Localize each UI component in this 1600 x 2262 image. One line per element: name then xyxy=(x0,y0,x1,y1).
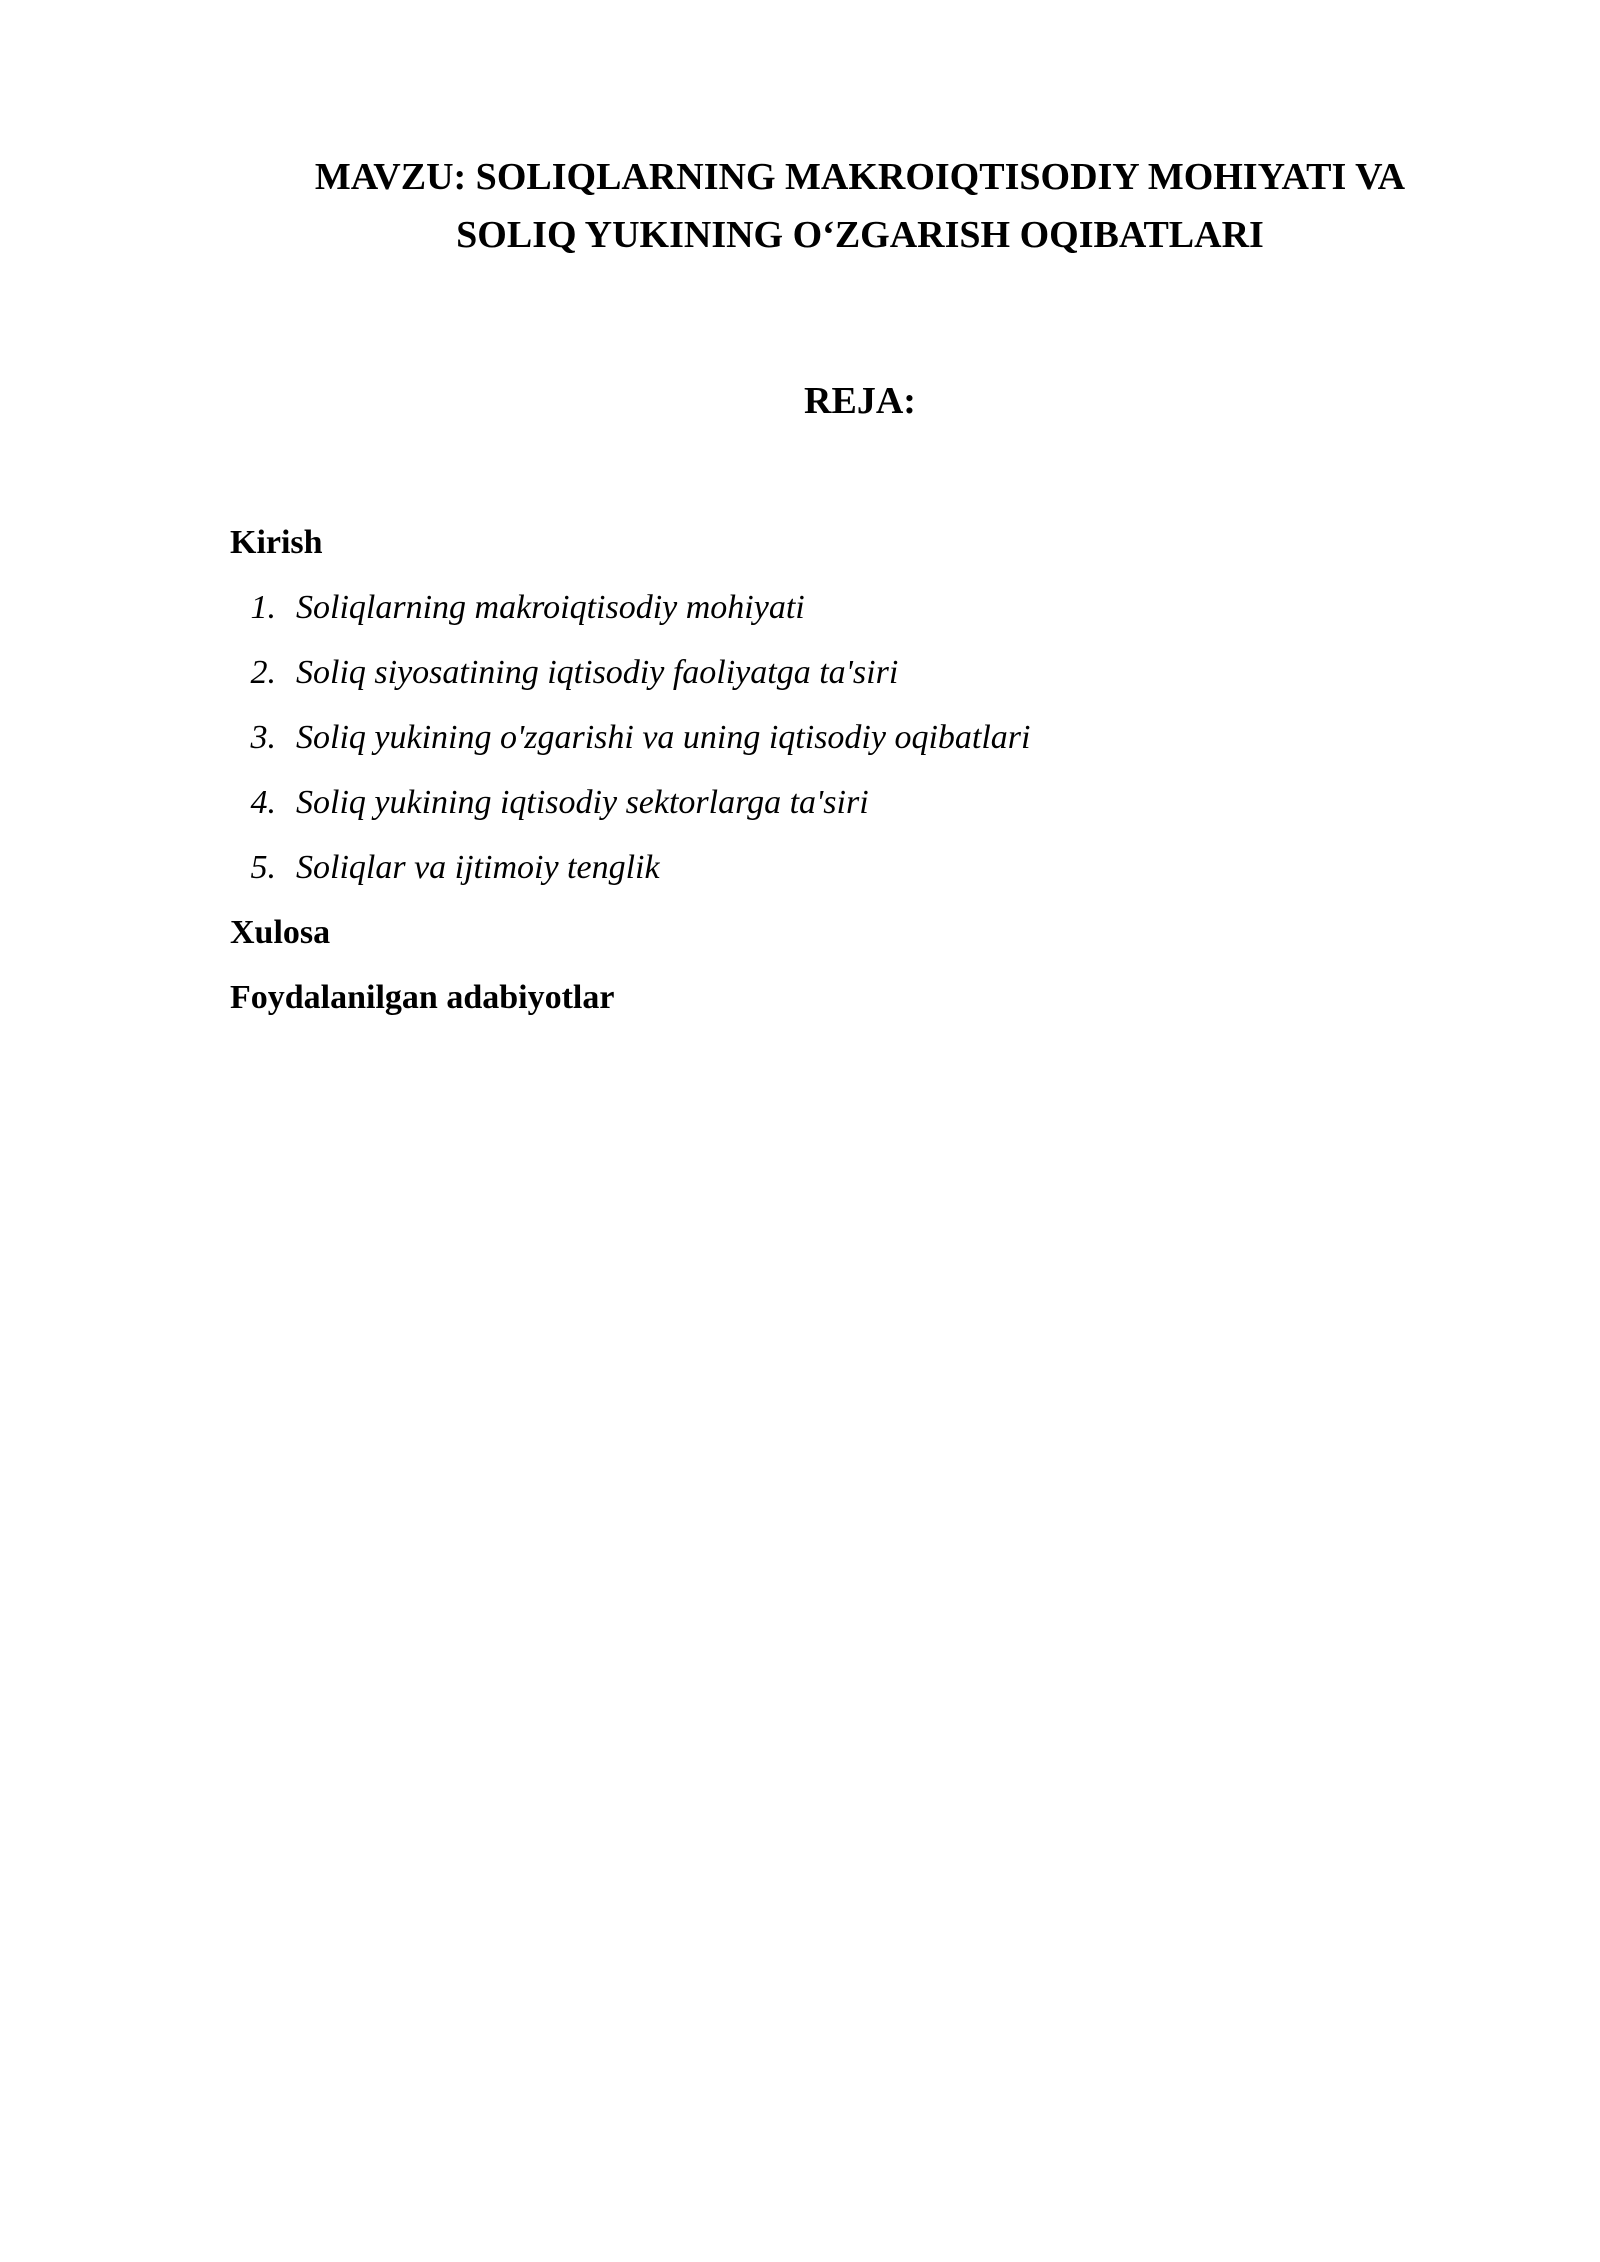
toc-references: Foydalanilgan adabiyotlar xyxy=(230,979,615,1016)
list-item xyxy=(230,640,1490,705)
list-item-number: 5. xyxy=(250,849,276,886)
plan-heading: REJA: xyxy=(804,380,916,422)
list-item xyxy=(230,770,1490,835)
list-item-number: 3. xyxy=(250,719,276,756)
list-item xyxy=(230,835,1490,900)
list-item xyxy=(230,705,1490,770)
title-line-2: SOLIQ YUKINING O‘ZGARISH OQIBATLARI xyxy=(456,214,1264,256)
list-item-text: Soliq yukining o'zgarishi va uning iqtisodiy oqibatlari xyxy=(296,719,1031,756)
list-item-number: 2. xyxy=(250,654,276,691)
list-item-text: Soliq yukining iqtisodiy sektorlarga ta'siri xyxy=(296,784,869,821)
document-title xyxy=(230,148,1490,264)
list-item-number: 1. xyxy=(250,589,276,626)
toc-conclusion: Xulosa xyxy=(230,914,331,951)
toc-list xyxy=(230,575,1490,900)
list-item-number: 4. xyxy=(250,784,276,821)
list-item xyxy=(230,575,1490,640)
list-item-text: Soliqlar va ijtimoiy tenglik xyxy=(296,849,660,886)
list-item-text: Soliqlarning makroiqtisodiy mohiyati xyxy=(296,589,805,626)
table-of-contents xyxy=(230,510,1490,1030)
list-item-text: Soliq siyosatining iqtisodiy faoliyatga ta'siri xyxy=(296,654,899,691)
title-line-1: MAVZU: SOLIQLARNING MAKROIQTISODIY MOHIYATI VA xyxy=(314,156,1406,198)
toc-intro: Kirish xyxy=(230,524,323,561)
